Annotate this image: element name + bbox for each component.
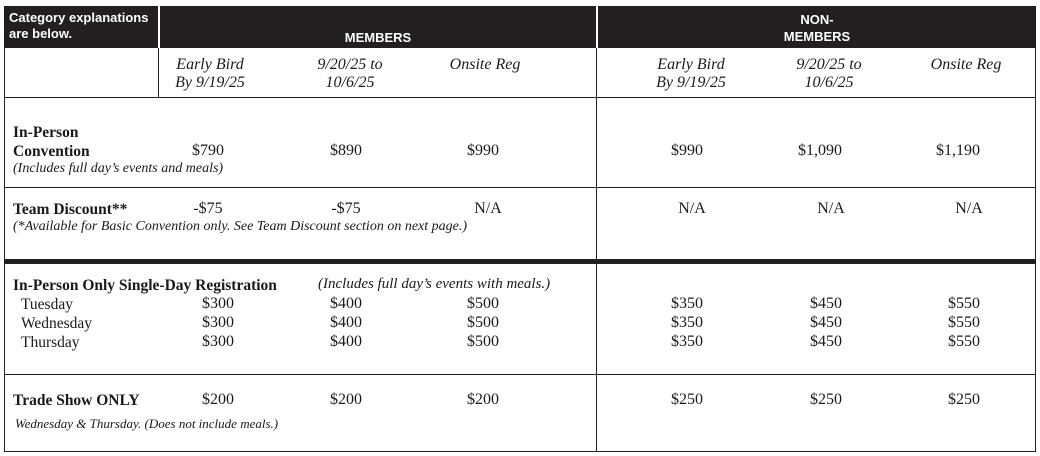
row-single-day-note: (Includes full day’s events with meals.): [318, 276, 551, 292]
price-cell: $200: [330, 391, 362, 408]
day-label-tuesday: Tuesday: [21, 296, 73, 313]
col-members-early-bird: [150, 56, 270, 92]
price-cell: $300: [202, 295, 234, 312]
nonmembers-heading-line2: MEMBERS: [783, 29, 851, 44]
row-team-note: (*Available for Basic Convention only. See Team Discount section on next page.): [13, 219, 468, 234]
row-team-label: Team Discount**: [13, 201, 128, 218]
price-cell: -$75: [193, 200, 223, 217]
price-cell: $450: [810, 295, 842, 312]
price-cell: $500: [467, 333, 499, 350]
category-note: [9, 10, 148, 42]
price-cell: $500: [467, 314, 499, 331]
price-cell: $200: [467, 391, 499, 408]
price-cell: $300: [202, 333, 234, 350]
row-single-day-label: In-Person Only Single-Day Registration: [13, 277, 277, 294]
category-note-line2: are below.: [9, 26, 73, 41]
price-cell: $990: [671, 142, 703, 159]
price-cell: $550: [948, 333, 980, 350]
members-heading: MEMBERS: [344, 30, 412, 45]
right-border: [1035, 48, 1036, 452]
row-trade-label: Trade Show ONLY: [13, 392, 140, 409]
price-cell: $500: [467, 295, 499, 312]
rule-after-single-day: [4, 374, 1036, 375]
price-cell: $250: [671, 391, 703, 408]
rule-thick: [4, 259, 1036, 264]
price-cell: $250: [810, 391, 842, 408]
col-label: By 9/19/25: [175, 74, 245, 91]
price-cell: $300: [202, 314, 234, 331]
row-trade-note: Wednesday & Thursday. (Does not include meals.): [15, 416, 279, 431]
price-cell: $400: [330, 295, 362, 312]
col-members-mid: [290, 56, 410, 92]
col-nonmembers-onsite: [906, 56, 1026, 74]
col-label: 10/6/25: [804, 74, 854, 91]
price-cell: $400: [330, 333, 362, 350]
nonmembers-heading: [598, 11, 1036, 45]
price-cell: N/A: [474, 200, 502, 217]
left-border: [4, 48, 5, 452]
col-nonmembers-mid: [769, 56, 889, 92]
row-label-line: In-Person: [13, 124, 79, 141]
col-members-onsite: [425, 56, 545, 74]
row-label-line: Convention: [13, 143, 90, 160]
col-label: 10/6/25: [325, 74, 375, 91]
category-note-line1: Category explanations: [9, 10, 149, 25]
day-label-wednesday: Wednesday: [21, 315, 93, 332]
price-cell: $200: [202, 391, 234, 408]
col-label: Onsite Reg: [449, 56, 521, 73]
price-cell: $400: [330, 314, 362, 331]
col-label: 9/20/25 to: [796, 56, 862, 73]
price-cell: $350: [671, 295, 703, 312]
price-cell: $790: [192, 142, 224, 159]
rule-after-convention: [4, 187, 1036, 188]
price-cell: $890: [330, 142, 362, 159]
price-cell: $450: [810, 333, 842, 350]
price-cell: $250: [948, 391, 980, 408]
price-cell: N/A: [955, 200, 983, 217]
day-label-thursday: Thursday: [21, 334, 80, 351]
row-convention-label: [13, 123, 90, 161]
price-cell: -$75: [331, 200, 361, 217]
price-cell: $350: [671, 314, 703, 331]
price-cell: $350: [671, 333, 703, 350]
col-label: By 9/19/25: [656, 74, 726, 91]
row-convention-note: (Includes full day’s events and meals): [13, 161, 224, 176]
rule-bottom: [4, 451, 1036, 452]
col-label: Early Bird: [657, 56, 725, 73]
price-cell: N/A: [678, 200, 706, 217]
col-label: Early Bird: [176, 56, 244, 73]
mid-divider: [596, 48, 597, 452]
price-cell: $550: [948, 314, 980, 331]
price-cell: $550: [948, 295, 980, 312]
col-label: 9/20/25 to: [317, 56, 383, 73]
price-cell: $1,190: [936, 142, 980, 159]
price-cell: $1,090: [798, 142, 842, 159]
col-label: Onsite Reg: [930, 56, 1002, 73]
price-cell: N/A: [817, 200, 845, 217]
rule-after-subheader: [4, 97, 1036, 98]
price-cell: $990: [467, 142, 499, 159]
price-cell: $450: [810, 314, 842, 331]
col-nonmembers-early-bird: [631, 56, 751, 92]
nonmembers-heading-line1: NON-: [800, 12, 834, 27]
